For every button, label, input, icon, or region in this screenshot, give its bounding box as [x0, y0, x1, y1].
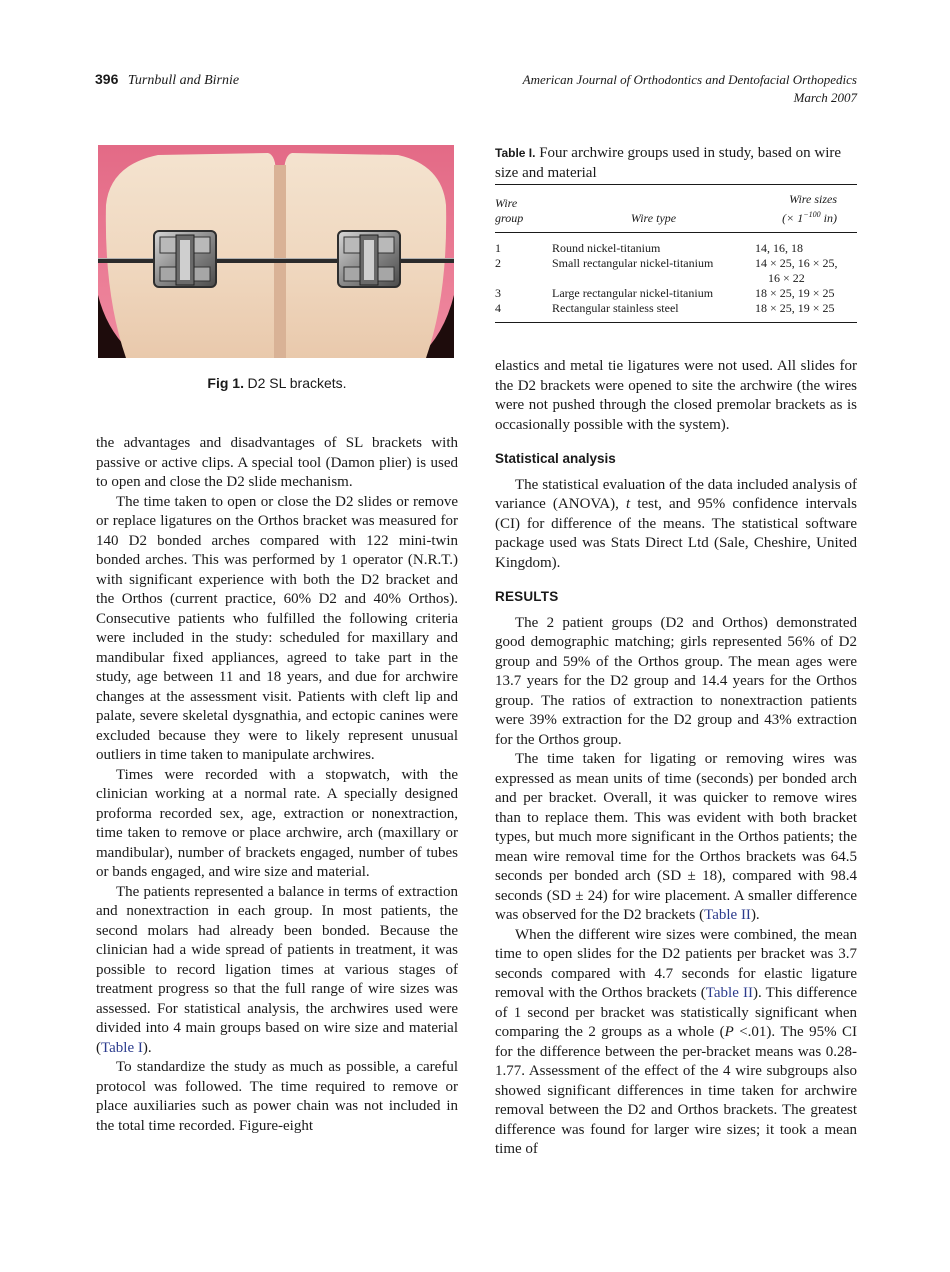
brackets-photo-illustration: [98, 145, 454, 358]
header-sizes-line1: Wire sizes: [789, 192, 837, 206]
paragraph: The patients represented a balance in terms of extraction and nonextraction in each group. In most patients, the second molars had already been bonded. Because the clinician had a wide spread of patients in treatment, it was possible to record ligation times at various stages of treatment progress so that the full range of wire sizes was assessed. For statistical analysis, the archwires used were divided into 4 main groups based on wire size and material (Table I).: [96, 883, 458, 1056]
journal-name: American Journal of Orthodontics and Dentofacial Orthopedics: [522, 72, 857, 87]
table-cell-sizes: 14, 16, 18: [755, 241, 803, 255]
table-row: [495, 286, 857, 301]
table-cell-group: 2: [495, 256, 501, 270]
table-cell-group: 3: [495, 286, 501, 300]
table-cell-group: 4: [495, 301, 501, 315]
table-link[interactable]: Table II: [705, 985, 754, 1001]
right-column: [495, 357, 857, 1160]
figure-caption: [96, 375, 458, 393]
table-row: [495, 301, 857, 322]
table-header-type: Wire type: [630, 211, 677, 225]
paragraph: The time taken to open or close the D2 slides or remove or replace ligatures on the Orthos bracket was measured for 140 D2 bonded arches compared with 122 mini-twin bonded arches. This was performed by 1 operator (N.R.T.) with significant experience with both the D2 bracket and the Orthos (current practice, 60% D2 and 40% Orthos). Consecutive patients who fulfilled the following criteria were included in the study: scheduled for maxillary and mandibular fixed appliances, agreed to take part in the study, age between 11 and 18 years, and due for archwire changes at the assessment visit. Patients with cleft lip and palate, severe skeletal dysgnathia, and ectopic canines were excluded because they were to likely represent unusual outliers in time taken to manipulate archwires.: [96, 493, 458, 763]
paragraph: When the different wire sizes were combined, the mean time to open slides for the D2 patients per bracket was 3.7 seconds compared with 4.7 seconds for elastic ligature removal with the Orthos brackets (Table II). This difference of 1 second per bracket was statistically significant when comparing the 2 groups as a whole (P <.01). The 95% CI for the difference between the per-bracket means was 0.28-1.77. Assessment of the effect of the 4 wire subgroups also showed significant differences in time taken for archwire removal between the D2 and Orthos brackets. The greatest difference was found for larger wire sizes; it took a mean time of: [495, 926, 858, 1157]
table-label: Table I.: [495, 146, 536, 160]
table-header-sizes: [755, 185, 857, 232]
header-group-line2: group: [495, 211, 524, 225]
header-group-line1: Wire: [495, 196, 518, 210]
section-heading-statistical-analysis: Statistical analysis: [495, 451, 616, 466]
table-link[interactable]: Table II: [704, 907, 751, 923]
table-cell-type: Round nickel-titanium: [552, 241, 661, 255]
table-cell-type: Large rectangular nickel-titanium: [552, 286, 714, 300]
paragraph: elastics and metal tie ligatures were not used. All slides for the D2 brackets were opened to site the archwire (the wires were not pushed through the closed premolar brackets as is occasionally possible with the system).: [495, 358, 857, 433]
table-link[interactable]: Table I: [101, 1039, 143, 1056]
header-sizes-line2: (× $1^{-100}$ in): [782, 210, 837, 225]
table-cell-group: 1: [495, 241, 501, 255]
paragraph: the advantages and disadvantages of SL brackets with passive or active clips. A special tool (Damon plier) is used to open and close the D2 slide mechanism.: [96, 435, 458, 490]
paragraph: The 2 patient groups (D2 and Orthos) demonstrated good demographic matching; girls represented 56% of D2 group and 59% of the Orthos group. The mean ages were 13.7 years for the D2 group and 14.4 years for the Orthos group. The ratios of extraction to nonextraction patients were 39% extraction for the D2 group and 43% extraction for the Orthos group.: [495, 614, 857, 748]
running-header-left: [95, 71, 239, 89]
section-heading-results: RESULTS: [495, 589, 559, 604]
table-cell-sizes: 14 × 25, 16 × 25, 16 × 22: [755, 256, 838, 285]
running-authors: Turnbull and Birnie: [127, 73, 240, 88]
issue-date: March 2007: [793, 90, 857, 105]
paragraph: Times were recorded with a stopwatch, with the clinician working at a normal rate. A specially designed proforma recorded sex, age, extraction or nonextraction, time taken to remove or place archwire, arch (maxillary or mandibular), number of brackets engaged, number of tubes or bands engaged, and wire size and material.: [96, 766, 458, 880]
table-bottom-rule: [495, 322, 857, 323]
table-archwire-groups: [495, 184, 857, 323]
table-cell-type: Rectangular stainless steel: [552, 301, 679, 315]
figure-label: Fig 1.: [207, 375, 244, 391]
table-cell-type: Small rectangular nickel-titanium: [552, 256, 714, 270]
table-caption: [495, 144, 857, 183]
paragraph: The statistical evaluation of the data included analysis of variance (ANOVA), t test, and 95% confidence intervals (CI) for difference of the means. The statistical software package used was Stats Direct Ltd (Sale, Cheshire, United Kingdom).: [495, 476, 857, 571]
table-row: [495, 256, 857, 286]
paragraph: The time taken for ligating or removing wires was expressed as mean units of time (seconds) per bonded arch and per bracket. Overall, it was quicker to remove wires than to replace them. This was evident with both bracket types, but much more significant in the Orthos patients; the mean wire removal time for the Orthos brackets was 64.5 seconds per bonded arch (SD ± 18), compared with 98.4 seconds (SD ± 24) for wire placement. A smaller difference was observed for the D2 brackets (Table II).: [495, 751, 857, 923]
left-column: [96, 434, 458, 1136]
table-header-group: [495, 185, 552, 232]
running-header-right: [457, 71, 857, 107]
table-caption-text: Four archwire groups used in study, based on wire size and material: [495, 145, 842, 181]
table-cell-sizes: 18 × 25, 19 × 25: [755, 286, 835, 300]
table-cell-sizes: 18 × 25, 19 × 25: [755, 301, 835, 315]
figure-caption-text: D2 SL brackets.: [247, 375, 347, 391]
page-number: 396: [95, 71, 119, 87]
figure-d2-brackets: [98, 145, 454, 358]
paragraph: To standardize the study as much as possible, a careful protocol was followed. The time required to remove or place auxiliaries such as power chain was not included in the total time recorded. Figure-eight: [96, 1059, 458, 1134]
table-row: [495, 233, 857, 256]
